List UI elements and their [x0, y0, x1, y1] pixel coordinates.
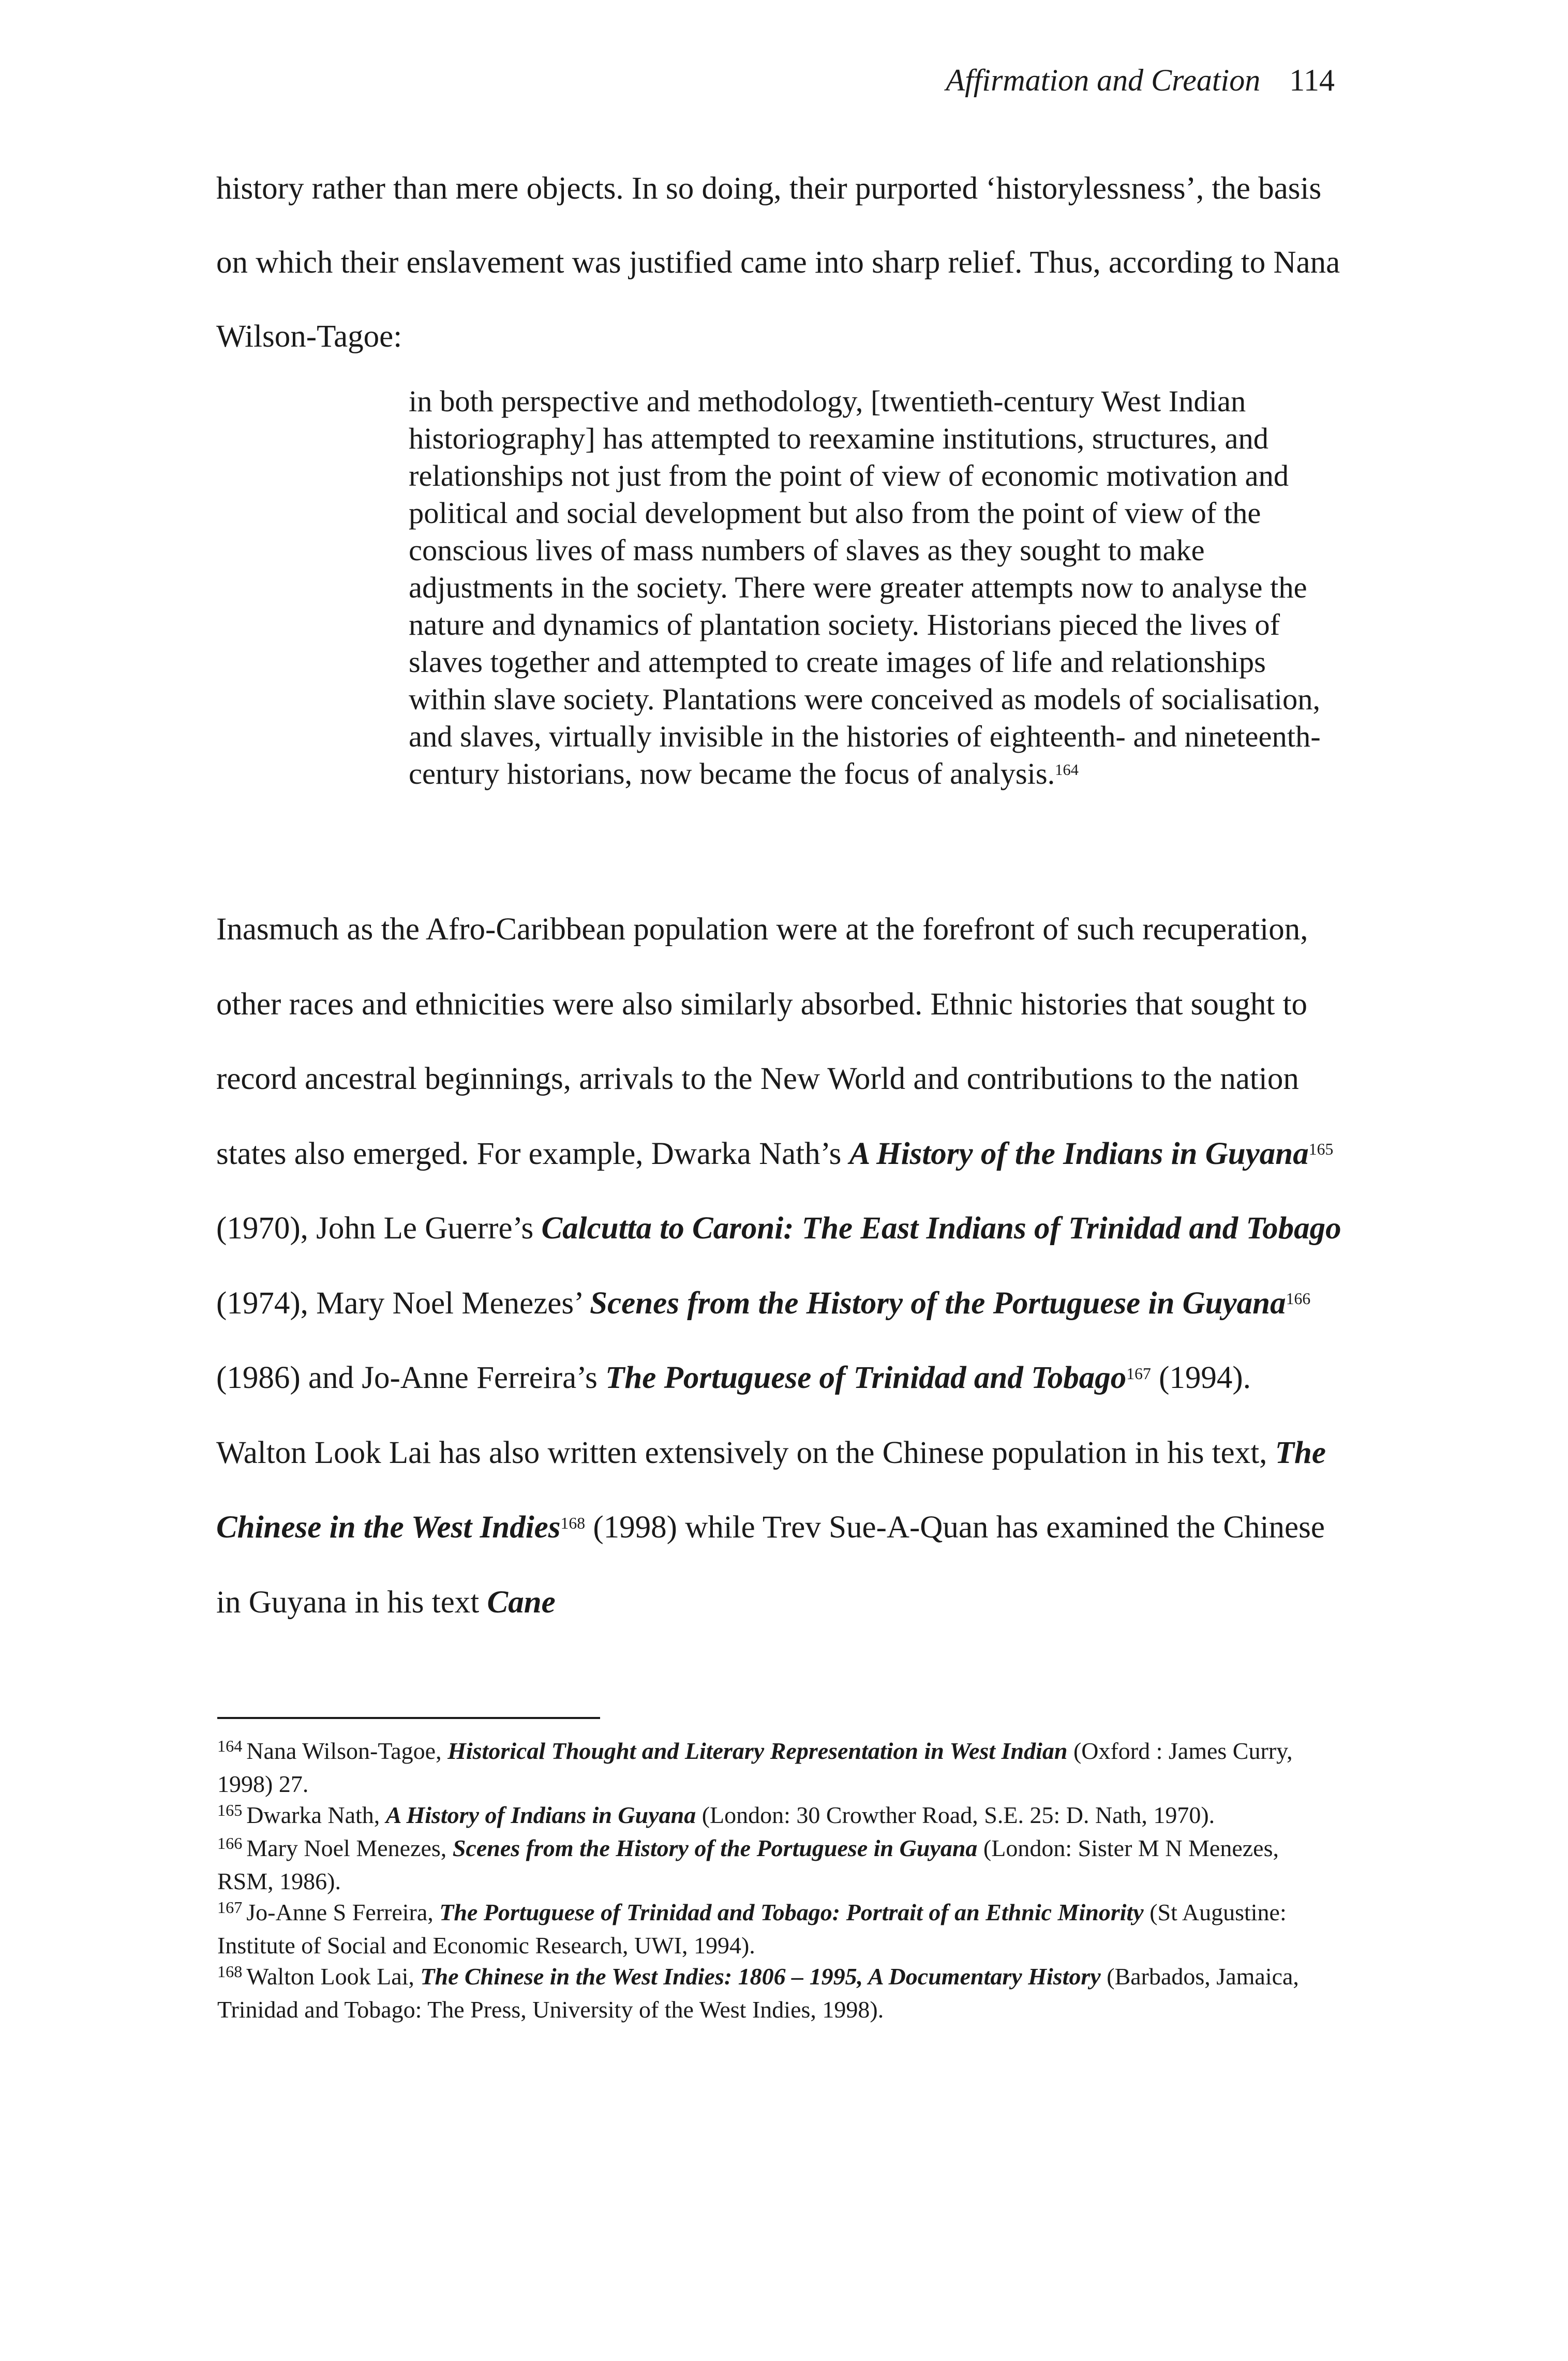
book-title-portuguese-of-trinidad: The Portuguese of Trinidad and Tobago [605, 1361, 1127, 1395]
running-head-title: Affirmation and Creation [946, 63, 1261, 97]
para2-text-3: (1974), Mary Noel Menezes’ [216, 1286, 590, 1321]
footnote-separator [217, 1717, 600, 1719]
footnote-ref-168: 168 [560, 1514, 586, 1532]
footnote-ref-167: 167 [1126, 1364, 1151, 1383]
footnote-number: 167 [217, 1897, 243, 1917]
footnote-167 [217, 1897, 1319, 1961]
para2-text-6: (1998) while Trev Sue-A-Quan has examined the Chinese in Guyana in his text [216, 1510, 1325, 1620]
footnote-text: Dwarka Nath, [246, 1802, 386, 1828]
footnote-text: Mary Noel Menezes, [246, 1835, 453, 1861]
running-head [838, 59, 1335, 101]
block-quote-text: in both perspective and methodology, [twentieth-century West Indian historiography] has attempted to reexamine institutions, structures, and relationships not just from the point of view of economic motivation and political and social development but also from the point of view of the conscious lives of mass numbers of slaves as they sought to make adjustments in the society. There were greater attempts now to analyse the nature and dynamics of plantation society. Historians pieced the lives of slaves together and attempted to create images of life and relationships within slave society. Plantations were conceived as models of socialisation, and slaves, virtually invisible in the histories of eighteenth- and nineteenth-century historians, now became the focus of analysis. [409, 384, 1321, 790]
footnote-text: (Barbados, Jamaica, Trinidad and Tobago: The Press, University of the West Indies, 1998). [217, 1963, 1299, 2023]
footnote-number: 168 [217, 1962, 243, 1981]
footnote-title: Historical Thought and Literary Representation in West Indian [447, 1738, 1068, 1764]
para2-text-1: Inasmuch as the Afro-Caribbean population were at the forefront of such recuperation, other races and ethnicities were also similarly absorbed. Ethnic histories that sought to record ancestral beginnings, arrivals to the New World and contributions to the nation states also emerged. For example, Dwarka Nath’s [216, 912, 1308, 1171]
footnotes [217, 1736, 1319, 2025]
footnote-title: Scenes from the History of the Portuguese in Guyana [452, 1835, 978, 1861]
book-title-calcutta-to-caroni: Calcutta to Caroni: The East Indians of Trinidad and Tobago [541, 1211, 1341, 1246]
footnote-text: Nana Wilson-Tagoe, [246, 1738, 448, 1764]
book-title-cane: Cane [487, 1585, 556, 1620]
footnote-text: (London: 30 Crowther Road, S.E. 25: D. Nath, 1970). [696, 1802, 1215, 1828]
page-number: 114 [1289, 63, 1335, 97]
footnote-text: (London: Sister M N Menezes, RSM, 1986). [217, 1835, 1279, 1894]
footnote-text: Walton Look Lai, [246, 1963, 421, 1990]
block-quote [409, 383, 1345, 793]
footnote-ref-164: 164 [1055, 761, 1079, 779]
footnote-title: The Chinese in the West Indies: 1806 – 1995, A Documentary History [420, 1963, 1101, 1990]
footnote-number: 164 [217, 1736, 243, 1755]
footnote-166 [217, 1833, 1319, 1897]
footnote-number: 165 [217, 1800, 243, 1819]
footnote-text: Jo-Anne S Ferreira, [246, 1899, 440, 1925]
book-title-chinese-in-west-indies: The Chinese in the West Indies [216, 1435, 1326, 1545]
para2-text-4: (1986) and Jo-Anne Ferreira’s [216, 1361, 606, 1395]
body-paragraph-1: history rather than mere objects. In so doing, their purported ‘historylessness’, the basis on which their enslavement was justified came into sharp relief. Thus, according to Nana Wilson-Tagoe: [216, 171, 1340, 354]
footnote-text: (St Augustine: Institute of Social and Economic Research, UWI, 1994). [217, 1899, 1287, 1959]
body-paragraph-2 [216, 892, 1344, 1640]
footnote-165 [217, 1800, 1319, 1833]
book-title-history-of-indians: A History of the Indians in Guyana [849, 1136, 1309, 1171]
footnote-164 [217, 1736, 1319, 1800]
para2-text-2: (1970), John Le Guerre’s [216, 1211, 542, 1246]
footnote-168 [217, 1961, 1319, 2025]
footnote-number: 166 [217, 1833, 243, 1852]
book-title-scenes-from-history: Scenes from the History of the Portuguese in Guyana [590, 1286, 1286, 1321]
footnote-ref-165: 165 [1308, 1140, 1334, 1159]
footnote-title: The Portuguese of Trinidad and Tobago: Portrait of an Ethnic Minority [439, 1899, 1144, 1925]
footnote-text: (Oxford : James Curry, 1998) 27. [217, 1738, 1293, 1797]
footnote-title: A History of Indians in Guyana [385, 1802, 696, 1828]
footnote-ref-166: 166 [1286, 1290, 1311, 1308]
para2-text-5: (1994). Walton Look Lai has also written extensively on the Chinese population in his text, [216, 1361, 1275, 1470]
